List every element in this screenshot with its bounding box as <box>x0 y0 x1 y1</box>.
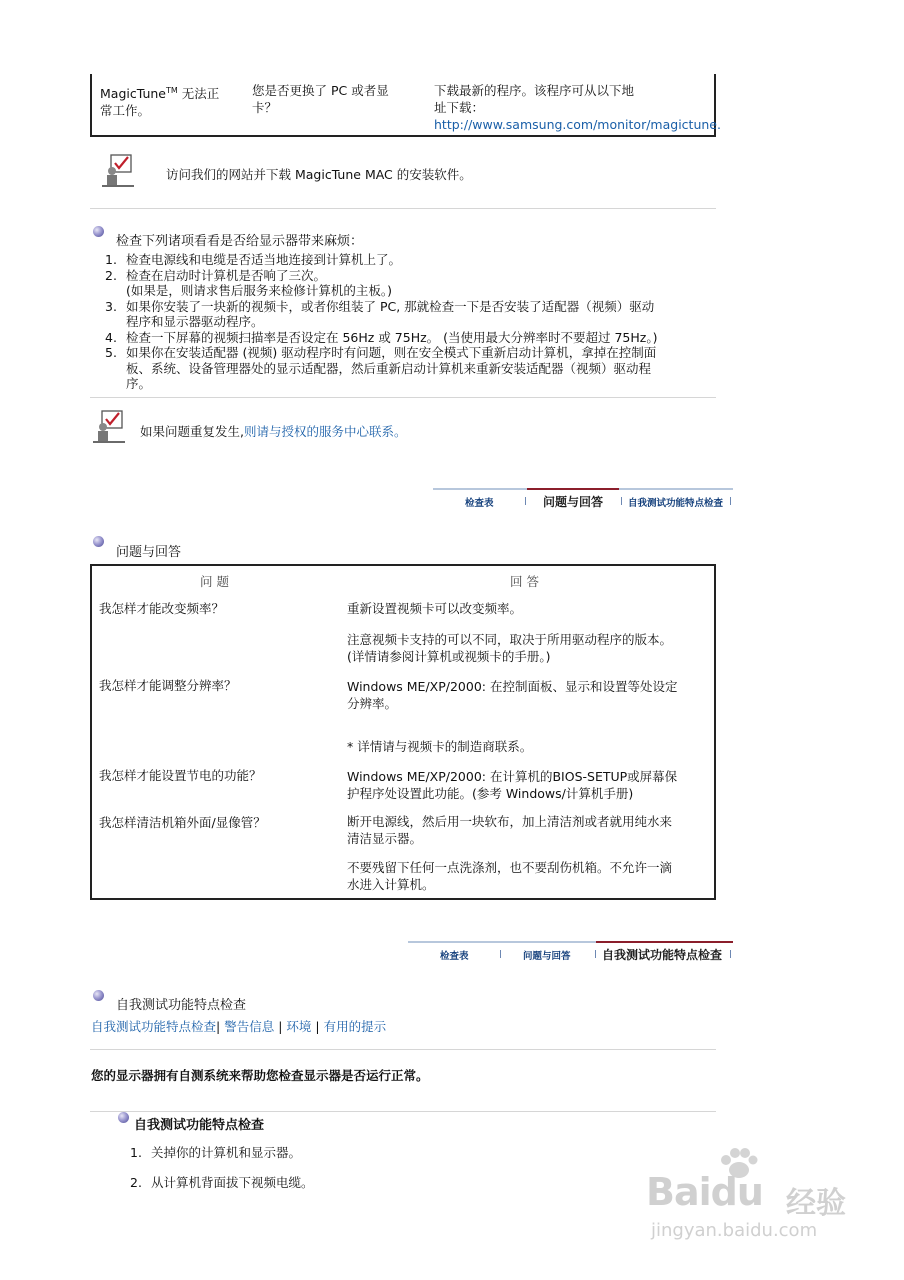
selftest-link[interactable]: 自我测试功能特点检查 <box>91 1019 217 1034</box>
check-heading: 检查下列诸项看看是否给显示器带来麻烦： <box>116 234 364 249</box>
qa-heading: 问题与回答 <box>116 545 182 560</box>
tab-checklist[interactable]: 检查表 <box>465 498 494 509</box>
tab-checklist[interactable]: 检查表 <box>440 951 469 962</box>
answer-4: 断开电源线，然后用一块软布，加上清洁剂或者就用纯水来 清洁显示器。 <box>347 814 673 846</box>
environment-link[interactable]: 环境 <box>286 1019 312 1034</box>
tab-selftest[interactable]: 自我测试功能特点检查 <box>628 498 724 509</box>
divider <box>90 1049 716 1050</box>
answer-2-note: * 详情请与视频卡的制造商联系。 <box>347 739 533 754</box>
answer-2: Windows ME/XP/2000: 在控制面板、显示和设置等处设定 分辨率。 <box>347 679 678 711</box>
solution-cell: 下载最新的程序。该程序可从以下地 址下载： http://www.samsung.com/monitor/magictune. <box>434 83 721 132</box>
divider <box>90 1111 716 1112</box>
baidu-watermark: Baidu 经验 jingyan.baidu.com <box>646 1148 876 1248</box>
selftest-nav: 自我测试功能特点检查| 警告信息 | 环境 | 有用的提示 <box>91 1019 387 1034</box>
divider <box>90 397 716 398</box>
service-note: 如果问题重复发生,则请与授权的服务中心联系。 <box>140 424 407 439</box>
selftest-heading: 自我测试功能特点检查 <box>116 998 247 1013</box>
column-header-answer: 回 答 <box>510 574 539 589</box>
check-cell: 您是否更换了 PC 或者显 卡？ <box>252 83 389 115</box>
list-item: 3. 如果你安装了一块新的视频卡，或者你组装了 PC, 那就检查一下是否安装了适配器（视频）驱动 程序和显示器驱动程序。 <box>105 298 655 329</box>
divider <box>90 208 716 209</box>
mac-install-note: 访问我们的网站并下载 MagicTune MAC 的安装软件。 <box>166 167 472 182</box>
section-tabs <box>433 488 733 510</box>
section-tabs <box>408 941 733 963</box>
warning-link[interactable]: 警告信息 <box>224 1019 275 1034</box>
answer-1-note: 注意视频卡支持的可以不同，取决于所用驱动程序的版本。 (详情请参阅计算机或视频卡的手册。) <box>347 632 673 664</box>
troubleshoot-table-row <box>90 74 721 137</box>
question-1: 我怎样才能改变频率？ <box>99 601 225 616</box>
answer-3: Windows ME/XP/2000: 在计算机的BIOS-SETUP或屏幕保 护程序处设置此功能。(参考 Windows/计算机手册) <box>347 769 678 801</box>
bullet-icon <box>93 536 104 547</box>
selftest-subheading: 自我测试功能特点检查 <box>134 1118 265 1133</box>
tab-qa[interactable]: 问题与回答 <box>523 951 571 962</box>
tips-link[interactable]: 有用的提示 <box>323 1019 387 1034</box>
selftest-intro: 您的显示器拥有自测系统来帮助您检查显示器是否运行正常。 <box>91 1068 429 1083</box>
bullet-icon <box>93 990 104 1001</box>
qa-table <box>90 564 716 900</box>
checkmark-clipboard-person-icon <box>101 154 135 190</box>
selftest-steps <box>130 1145 690 1190</box>
check-list <box>105 252 715 392</box>
answer-4-note: 不要残留下任何一点洗涤剂，也不要刮伤机箱。不允许一滴 水进入计算机。 <box>347 860 673 892</box>
list-item: 4. 检查一下屏幕的视频扫描率是否设定在 56Hz 或 75Hz。 (当使用最大分辨率时不要超过 75Hz。) <box>105 329 658 345</box>
answer-1: 重新设置视频卡可以改变频率。 <box>347 601 523 616</box>
bullet-icon <box>93 226 104 237</box>
tab-selftest[interactable]: 自我测试功能特点检查 <box>602 948 723 962</box>
column-header-question: 问 题 <box>200 574 229 589</box>
list-item: 1. 检查电源线和电缆是否适当地连接到计算机上了。 <box>105 252 402 267</box>
bullet-icon <box>118 1112 129 1123</box>
tab-qa[interactable]: 问题与回答 <box>543 495 604 509</box>
list-item: 2. 从计算机背面拔下视频电缆。 <box>130 1174 314 1190</box>
question-4: 我怎样清洁机箱外面/显像管？ <box>99 815 266 830</box>
magictune-download-link[interactable]: http://www.samsung.com/monitor/magictune. <box>434 117 721 132</box>
service-center-link[interactable]: 则请与授权的服务中心联系。 <box>243 424 407 439</box>
problem-cell: MagicTune™ 无法正 常工作。 <box>100 86 220 119</box>
list-item: 2. 检查在启动时计算机是否响了三次。 (如果是，则请求售后服务来检修计算机的主板。) <box>105 267 393 298</box>
question-2: 我怎样才能调整分辨率？ <box>99 678 237 693</box>
list-item: 5. 如果你在安装适配器 (视频) 驱动程序时有问题，则在安全模式下重新启动计算机，拿掉在控制面 板、系统、设备管理器处的显示适配器，然后重新启动计算机来重新安装适配器（视频）驱动程 序。 <box>105 345 657 391</box>
list-item: 1. 关掉你的计算机和显示器。 <box>130 1145 302 1160</box>
checkmark-clipboard-person-icon <box>92 410 126 446</box>
question-3: 我怎样才能设置节电的功能？ <box>99 768 262 783</box>
